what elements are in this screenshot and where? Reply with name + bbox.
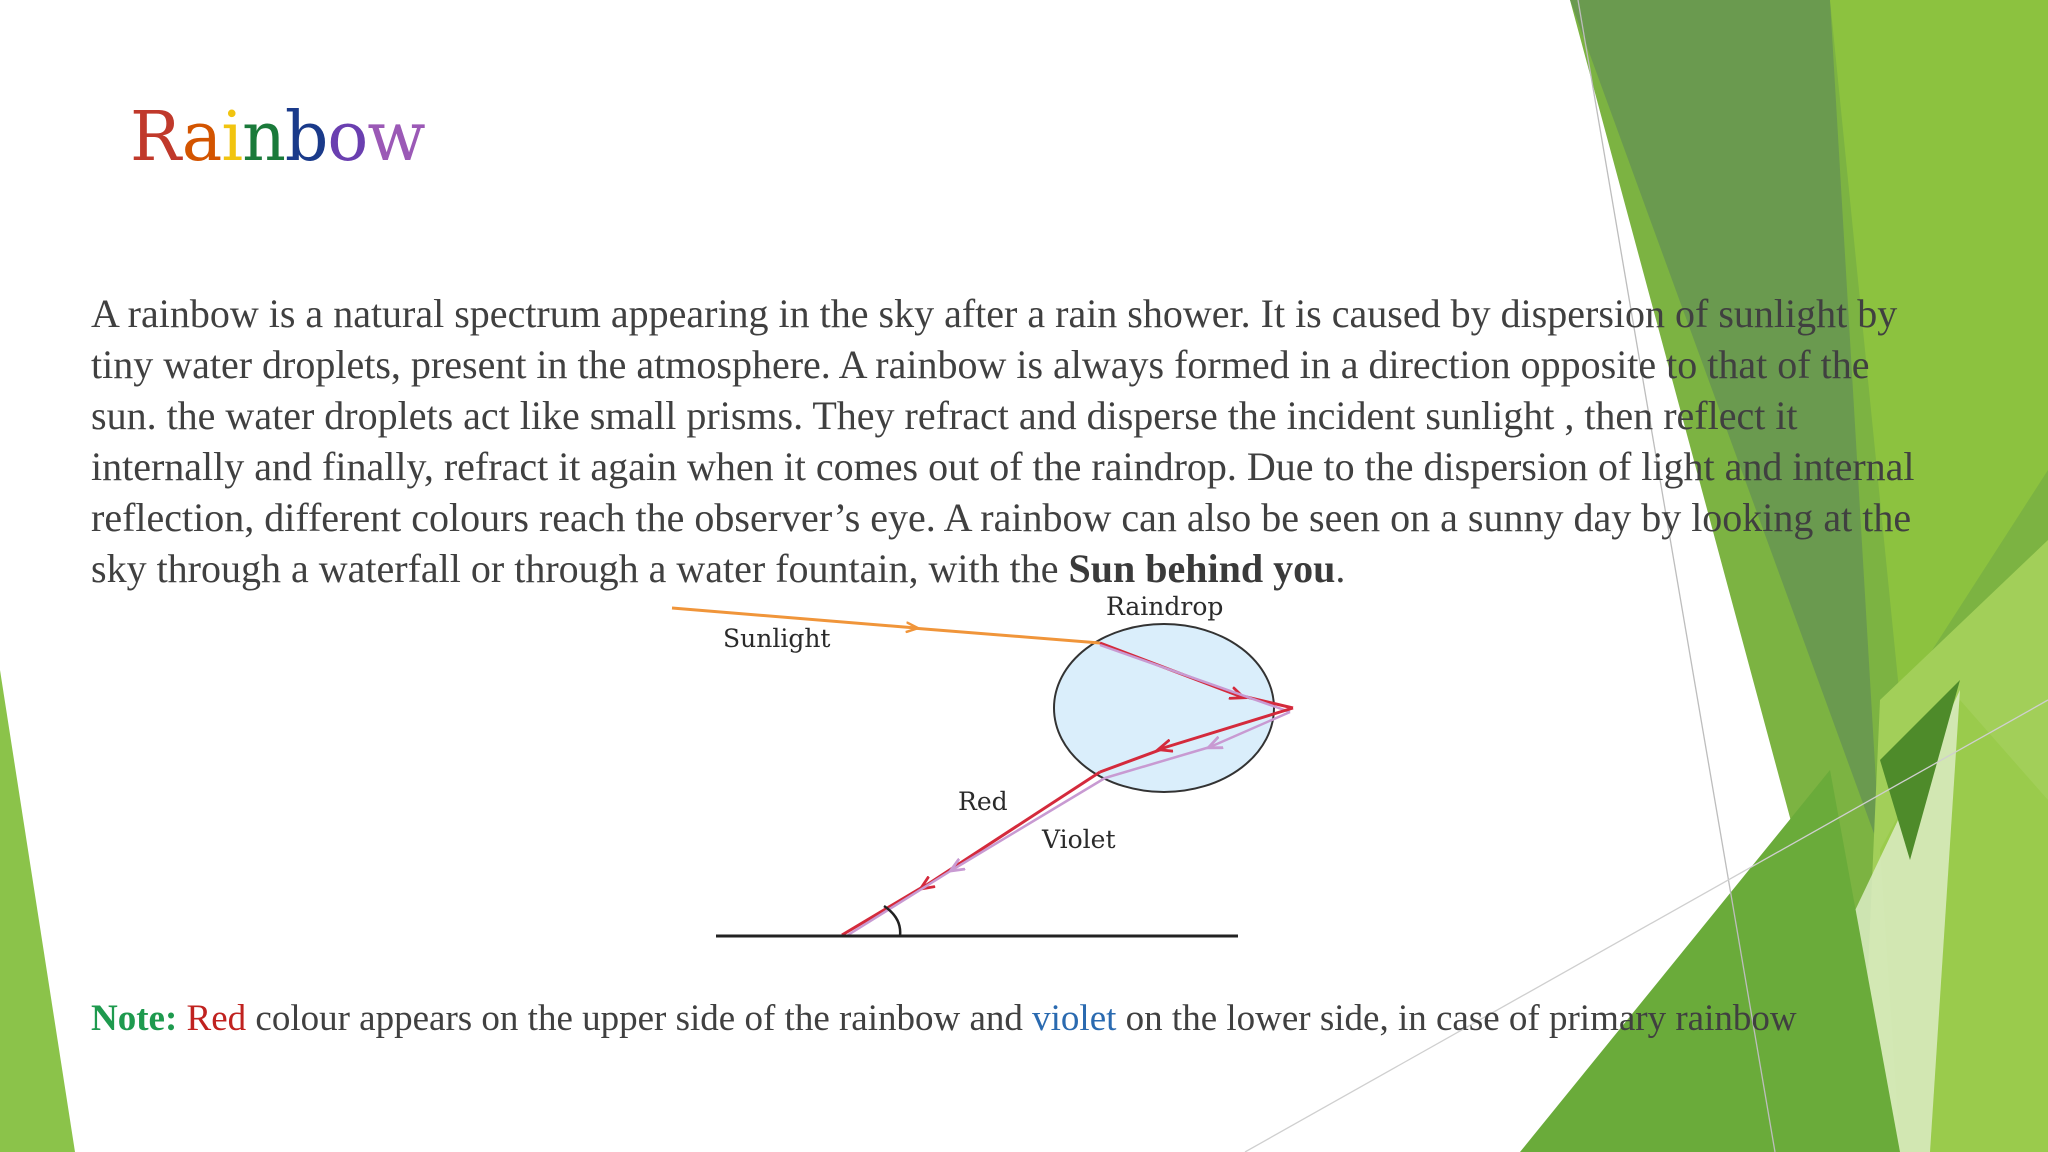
label-sunlight: Sunlight (723, 624, 831, 653)
note-middle: colour appears on the upper side of the rainbow and (246, 998, 1033, 1039)
note-line (91, 997, 1991, 1041)
note-violet: violet (1032, 998, 1117, 1039)
note-end: on the lower side, in case of primary rainbow (1116, 998, 1797, 1039)
title-letter: n (242, 98, 285, 177)
paragraph-end: . (1335, 546, 1346, 591)
paragraph-bold: Sun behind you (1068, 546, 1336, 591)
title-letter: R (130, 98, 182, 177)
title-letter: a (181, 98, 222, 177)
red-ray-out-tail (842, 885, 926, 935)
note-red: Red (186, 998, 247, 1039)
title-letter: b (284, 98, 328, 177)
title-letter: i (221, 98, 243, 177)
label-raindrop: Raindrop (1106, 592, 1224, 621)
title-letter: w (367, 98, 425, 177)
title-letter: o (327, 98, 368, 177)
sunlight-ray-tail (912, 628, 1100, 643)
paragraph-text: A rainbow is a natural spectrum appearing in the sky after a rain shower. It is caused by dispersion of sunlight by tiny water droplets, present in the atmosphere. A rainbow is always formed in a direction opposite to that of the sun. the water droplets act like small prisms. They refract and disperse the incident sunlight , then reflect it internally and finally, refract it again when it comes out of the raindrop. Due to the dispersion of light and internal reflection, different colours reach the observer’s eye. A rainbow can also be seen on a sunny day by looking at the sky through a waterfall or through a water fountain, with the (91, 291, 1915, 591)
label-violet: Violet (1042, 825, 1116, 854)
note-label: Note: (91, 998, 178, 1039)
label-red: Red (958, 787, 1008, 816)
raindrop-circle (1054, 624, 1274, 792)
